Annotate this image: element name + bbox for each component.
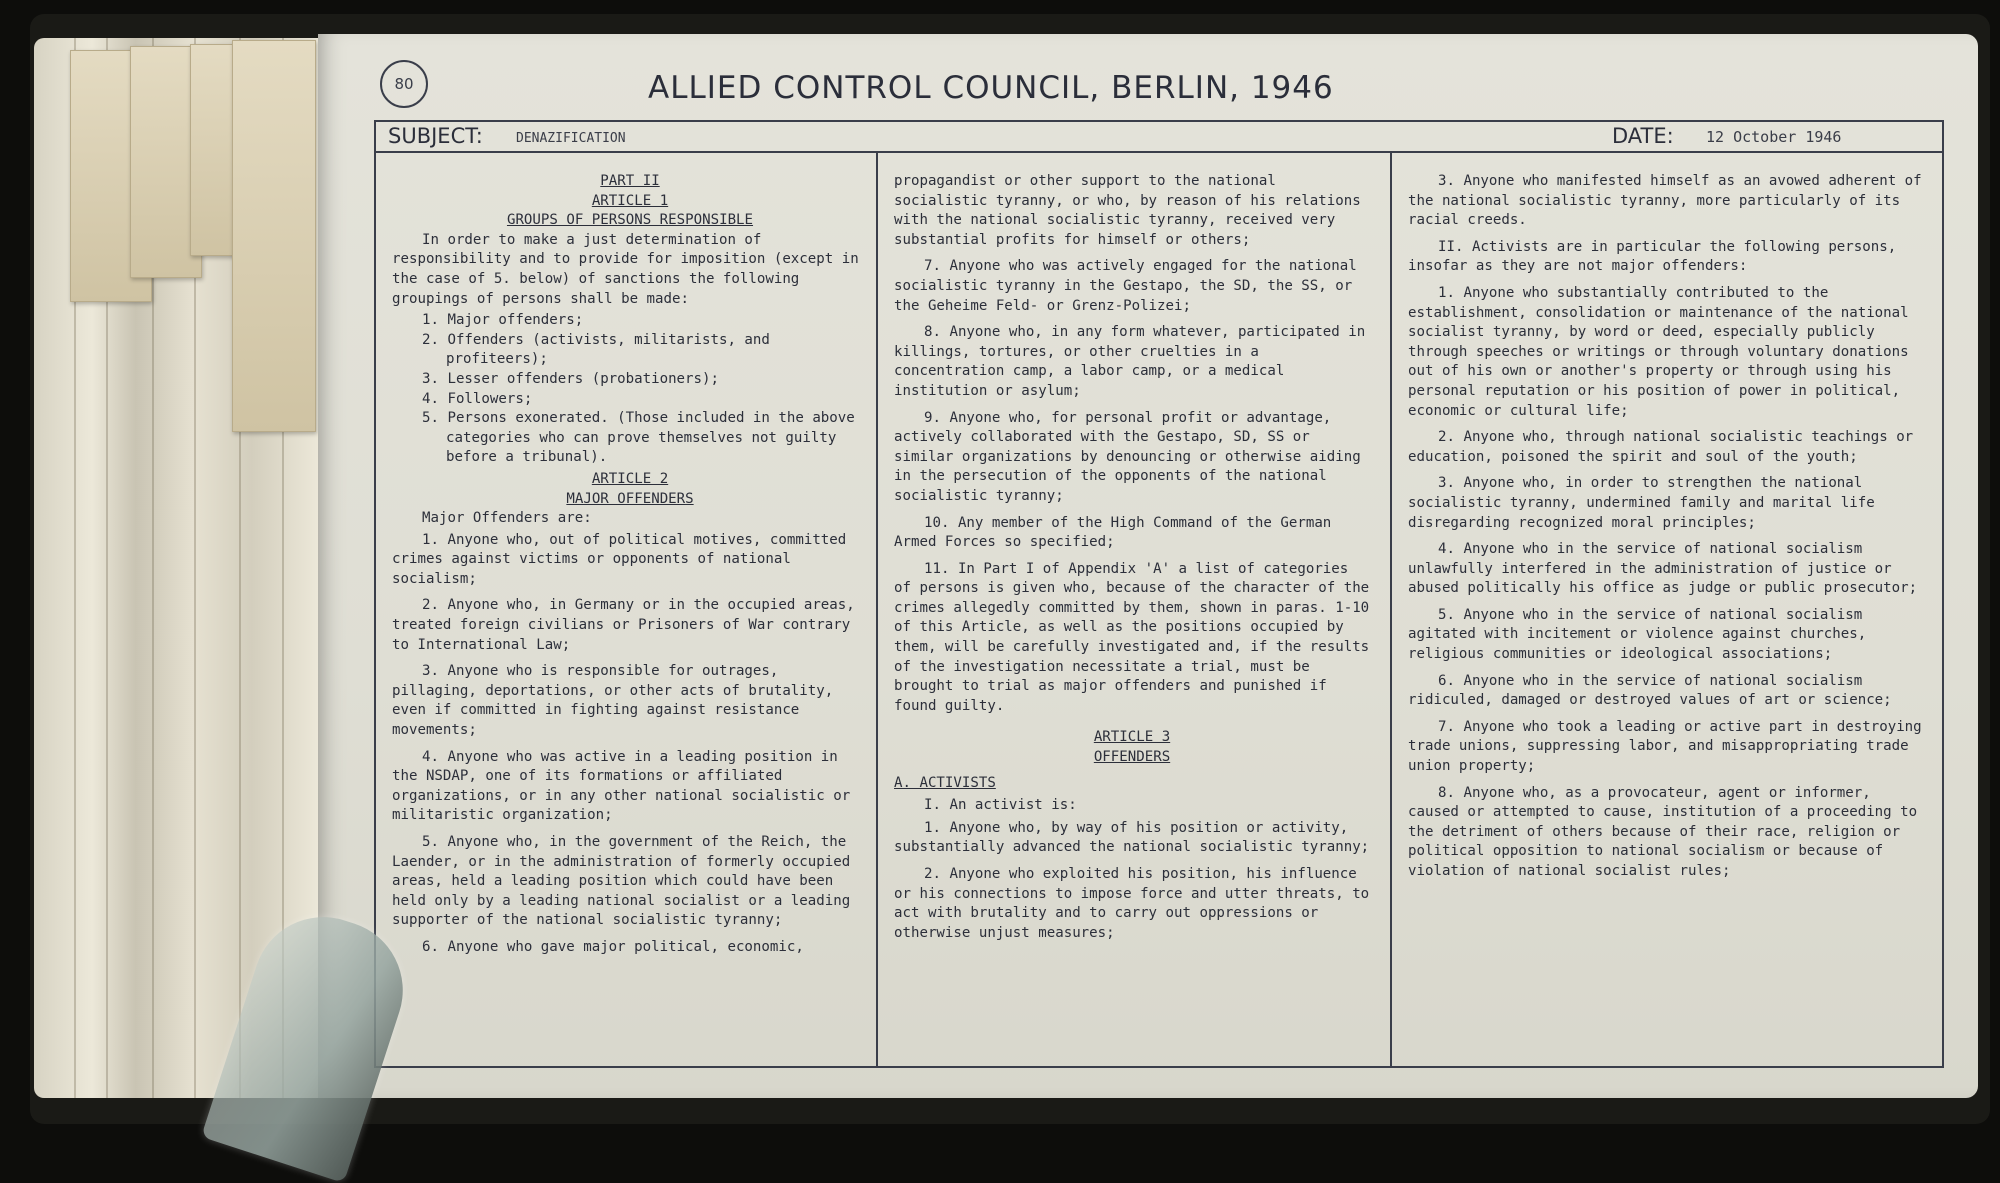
list-item: 3. Lesser offenders (probationers); (422, 370, 719, 387)
column-divider (876, 153, 878, 1066)
date-value: 12 October 1946 (1706, 128, 1842, 146)
paragraph: 4. Anyone who was active in a leading position in the NSDAP, one of its formations or affiliated organizations, or in any other national socialistic or militaristic organization; (392, 748, 851, 824)
paragraph: 10. Any member of the High Command of the German Armed Forces so specified; (894, 514, 1332, 551)
paragraph: 4. Anyone who in the service of national socialism unlawfully interfered in the administration of justice or abused politically his office as judge or public prosecutor; (1408, 541, 1918, 597)
paragraph: 5. Anyone who in the service of national socialism agitated with incitement or violence against churches, religious communities or ideological associations; (1408, 606, 1867, 663)
page-title: ALLIED CONTROL COUNCIL, BERLIN, 1946 (648, 70, 1334, 106)
paragraph: II. Activists are in particular the following persons, insofar as they are not major offenders: (1408, 238, 1897, 275)
paragraph: 2. Anyone who, in Germany or in the occupied areas, treated foreign civilians or Prisoners of War contrary to International Law; (392, 597, 855, 653)
paragraph: In order to make a just determination of responsibility and to provide for imposition (except in the case of 5. below) of sanctions the following groupings of persons shall be made: (392, 231, 859, 307)
section-heading: GROUPS OF PERSONS RESPONSIBLE (506, 212, 754, 229)
paragraph: 1. Anyone who substantially contributed to the establishment, consolidation or maintenance of the national socialist tyranny, by word or deed, especially publicly through speeches or writings or through voluntary donations out of his own or another's property or through using his personal reputation or his position of power in political, economic or cultural life; (1408, 284, 1909, 419)
paragraph: 7. Anyone who took a leading or active part in destroying trade unions, suppressing labor, and misappropriating trade union property; (1408, 718, 1922, 775)
paragraph: 2. Anyone who exploited his position, his influence or his connections to impose force and utter threats, to act with brutality and to carry out oppressions or otherwise unjust measures; (894, 866, 1370, 941)
document-frame (374, 120, 1944, 1068)
part-heading: PART II (600, 173, 660, 189)
subject-row (376, 122, 1942, 153)
section-heading: A. ACTIVISTS (894, 774, 996, 791)
article-heading: ARTICLE 1 (591, 192, 669, 209)
paragraph: 8. Anyone who, in any form whatever, participated in killings, tortures, or other cruelties in a concentration camp, a labor camp, or a medical institution or asylum; (894, 324, 1366, 399)
article-heading: ARTICLE 2 (591, 470, 669, 487)
paragraph: 3. Anyone who manifested himself as an avowed adherent of the national socialistic tyranny, more particularly of its racial creeds. (1408, 173, 1922, 229)
subject-value: DENAZIFICATION (516, 131, 626, 146)
paragraph: 2. Anyone who, through national socialistic teachings or education, poisoned the spirit and soul of the youth; (1408, 429, 1914, 465)
paragraph: I. An activist is: (924, 797, 1077, 814)
column-divider (1390, 153, 1392, 1066)
list-item: 1. Major offenders; (422, 312, 584, 329)
paragraph: 1. Anyone who, out of political motives, committed crimes against victims or opponents of national socialism; (392, 531, 847, 587)
list-item: 5. Persons exonerated. (Those included in the above categories who can prove themselves not guilty before a tribunal). (422, 410, 855, 466)
list-item: 4. Followers; (422, 390, 533, 407)
subject-label: SUBJECT: (388, 124, 483, 148)
section-heading: MAJOR OFFENDERS (566, 490, 694, 507)
section-heading: OFFENDERS (1093, 749, 1171, 766)
date-label: DATE: (1612, 124, 1674, 148)
article-heading: ARTICLE 3 (1093, 729, 1171, 746)
paragraph: 9. Anyone who, for personal profit or advantage, actively collaborated with the Gestapo, SD, SS or similar organizations by denouncing or otherwise aiding in the persecution of the opponents of the national socialistic tyranny; (894, 409, 1361, 504)
text-column-2 (894, 172, 1370, 950)
document-page (318, 34, 1978, 1098)
paragraph: 6. Anyone who in the service of national socialism ridiculed, damaged or destroyed values of art or science; (1408, 672, 1892, 709)
text-column-1 (392, 172, 868, 965)
paragraph: 11. In Part I of Appendix 'A' a list of categories of persons is given who, because of the character of the crimes allegedly committed by them, shown in paras. 1-10 of this Article, as well as the positions occupied by them, will be carefully investigated and, if the results of the investigation necessitate a trial, must be brought to trial as major offenders and punished if found guilty. (894, 560, 1370, 714)
page-tab (232, 40, 316, 432)
paragraph: propagandist or other support to the national socialistic tyranny, or who, by reason of his relations with the national socialistic tyranny, received very substantial profits for himself or others; (894, 173, 1361, 248)
paragraph: Major Offenders are: (422, 510, 592, 527)
paragraph: 8. Anyone who, as a provocateur, agent or informer, caused or attempted to cause, institution of a proceeding to the detriment of others because of their race, religion or political opposition to national socialism or because of violation of national socialist rules; (1408, 784, 1918, 879)
text-column-3 (1408, 172, 1926, 889)
paragraph: 5. Anyone who, in the government of the Reich, the Laender, or in the administration of formerly occupied areas, held a leading position which could have been held only by a leading national socialist or a leading supporter of the national socialistic tyranny; (392, 834, 851, 929)
groups-list (392, 311, 868, 468)
paragraph: 6. Anyone who gave major political, economic, (422, 938, 804, 955)
paragraph: 1. Anyone who, by way of his position or activity, substantially advanced the national socialistic tyranny; (894, 819, 1370, 856)
paragraph: 3. Anyone who, in order to strengthen the national socialistic tyranny, undermined family and marital life disregarding recognized moral principles; (1408, 475, 1875, 531)
page-number: 80 (380, 60, 428, 108)
list-item: 2. Offenders (activists, militarists, and profiteers); (422, 331, 770, 368)
paragraph: 7. Anyone who was actively engaged for the national socialistic tyranny in the Gestapo, the SD, the SS, or the Geheime Feld- or Grenz-Polizei; (894, 258, 1357, 314)
paragraph: 3. Anyone who is responsible for outrages, pillaging, deportations, or other acts of brutality, even if committed in fighting against resistance movements; (392, 663, 834, 739)
